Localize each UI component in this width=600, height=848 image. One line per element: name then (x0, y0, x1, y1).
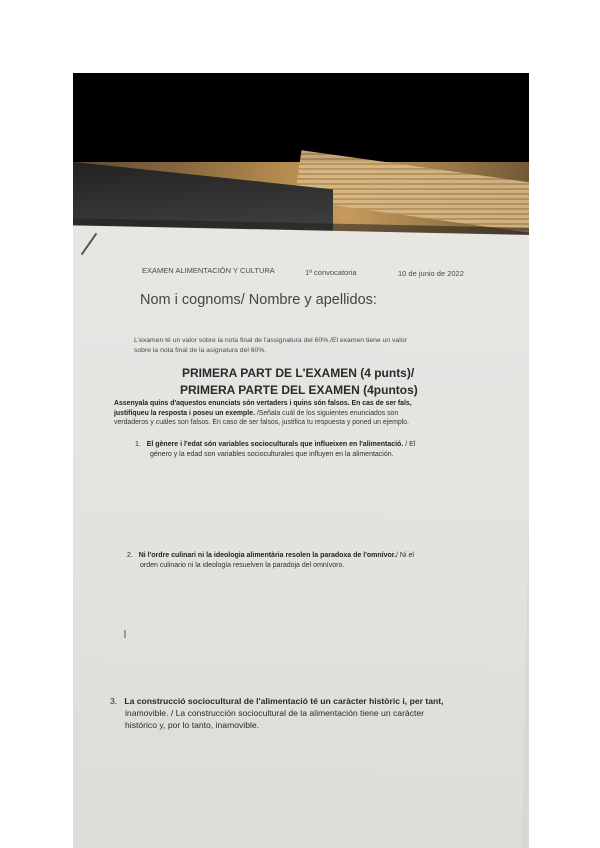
instructions-line1: Assenyala quins d'aquestos enunciats són vertaders i quins són falsos. En cas de ser fals, (114, 400, 412, 407)
course-title: EXAMEN ALIMENTACIÓN Y CULTURA (142, 266, 275, 275)
exam-date: 10 de junio de 2022 (398, 269, 464, 278)
question-3 (110, 695, 444, 731)
question-2-line1-rest: / Ni el (396, 552, 414, 559)
part-title-spanish: PRIMERA PARTE DEL EXAMEN (4puntos) (180, 383, 418, 397)
session-label: 1ª convocatoria (305, 268, 357, 277)
question-3-line2: inamovible. / La construcción sociocultural de la alimentación tiene un carácter (125, 708, 425, 718)
question-1-line2: género y la edad son variables socioculturales que influyen en la alimentación. (150, 451, 394, 458)
question-number: 3. (110, 696, 118, 706)
question-1-line1-rest: / El (403, 441, 416, 448)
weight-note-line2: sobre la nota final de la asignatura del 60%. (134, 347, 267, 354)
question-3-line3: histórico y, por lo tanto, inamovible. (125, 720, 260, 730)
question-2-line2: orden culinario ni la ideología resuelven la paradoja del omnívoro. (140, 562, 345, 569)
question-number: 1. (135, 441, 141, 448)
question-3-line1: La construcció sociocultural de l'alimentació té un caràcter històric i, per tant, (124, 696, 444, 706)
instructions-line3: verdaderos y cuáles son falsos. En caso de ser falsos, justifica tu respuesta y poned un ejemplo. (114, 419, 409, 426)
question-2 (127, 551, 414, 571)
question-2-line1-bold: Ni l'ordre culinari ni la ideologia alimentària resolen la paradoxa de l'omnívor. (138, 552, 397, 559)
question-number: 2. (127, 552, 133, 559)
weight-note-line1: L'examen té un valor sobre la nota final de l'assignatura del 60%./El examen tiene un valor (134, 337, 407, 344)
instructions-line2-rest: /Señala cuál de los siguientes enunciados son (254, 409, 399, 417)
name-field-label: Nom i cognoms/ Nombre y apellidos: (140, 292, 377, 308)
instructions (114, 399, 412, 428)
part-title-catalan: PRIMERA PART DE L'EXAMEN (4 punts)/ (182, 366, 415, 380)
question-1 (135, 440, 415, 460)
instructions-line2-bold: justifiqueu la resposta i poseu un exemple. (114, 409, 255, 417)
question-1-line1-bold: El gènere i l'edat són variables socioculturals que influeixen en l'alimentació. (146, 441, 404, 448)
